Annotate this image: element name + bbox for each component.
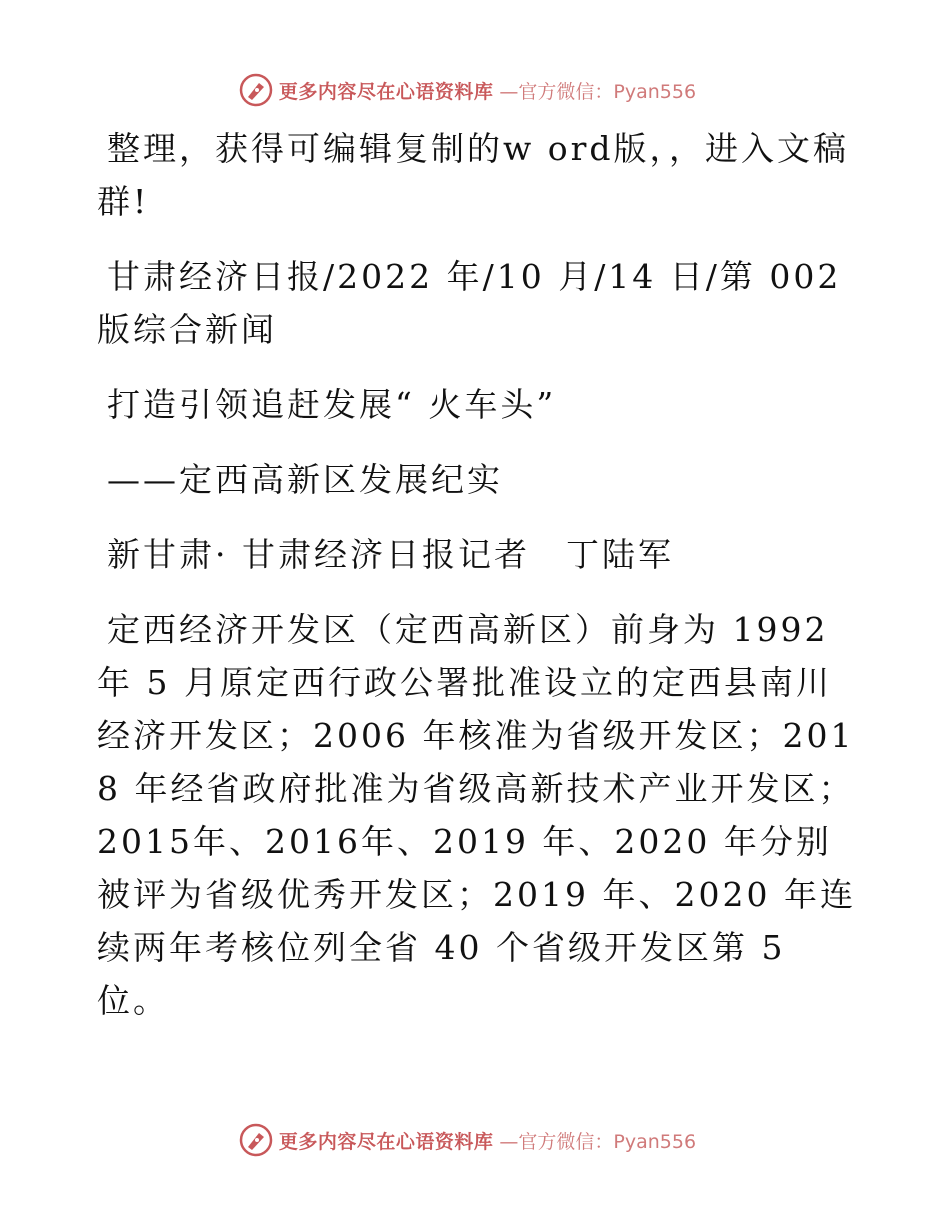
watermark-text: 更多内容尽在心语资料库 [278, 80, 494, 103]
article-subtitle: ——定西高新区发展纪实 [107, 460, 503, 499]
watermark-inner [239, 1123, 696, 1157]
document-body [97, 122, 867, 1049]
watermark-text: 更多内容尽在心语资料库 [278, 1130, 494, 1153]
article-body-paragraph: 定西经济开发区（定西高新区）前身为 1992 年 5 月原定西行政公署批准设立的定西县南川经济开发区；2006 年核准为省级开发区；2018 年经省政府批准为省级高新技术产业开发区；2015年、2016年、2019 年、2020 年分别被评为省级优秀开发区；2019 年、2020 年连续两年考核位列全省 40 个省级开发区第 5 位。 [97, 610, 856, 1020]
pen-nib-logo-icon [239, 73, 273, 107]
watermark-wechat: —官方微信：Pyan556 [499, 80, 697, 103]
paragraph-intro: 整理，获得可编辑复制的w ord版，，进入文稿群! [97, 129, 850, 221]
article-title: 打造引领追赶发展“ 火车头” [107, 385, 557, 424]
footer-watermark [0, 1120, 950, 1160]
article-byline: 新甘肃· 甘肃经济日报记者 丁陆军 [107, 535, 674, 574]
header-watermark [0, 70, 950, 110]
paragraph-source: 甘肃经济日报/2022 年/10 月/14 日/第 002 版综合新闻 [97, 257, 842, 349]
pen-nib-logo-icon [239, 1123, 273, 1157]
watermark-inner [239, 73, 696, 107]
watermark-wechat: —官方微信：Pyan556 [499, 1130, 697, 1153]
